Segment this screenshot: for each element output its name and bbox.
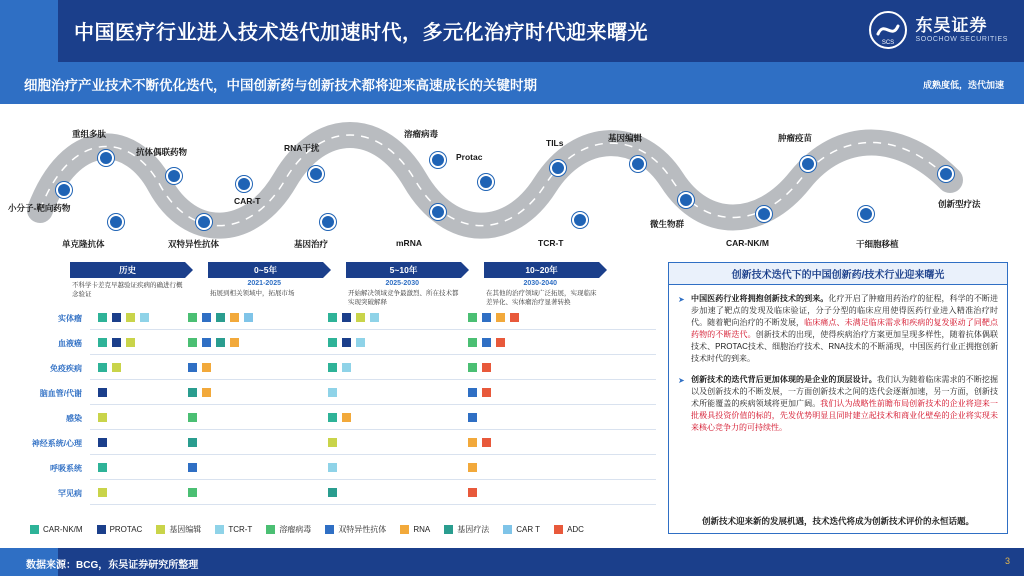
- matrix-cell: [342, 363, 351, 372]
- roadmap-pin-icon: [196, 214, 212, 230]
- roadmap-pin-icon: [678, 192, 694, 208]
- page-title: 中国医疗行业进入技术迭代加速时代，多元化治疗时代迎来曙光: [74, 22, 648, 44]
- matrix-cell: [328, 463, 337, 472]
- matrix-cell: [342, 338, 351, 347]
- phase-description: 不科学卡差克早越验证疾病的确进行概念验证: [72, 282, 183, 298]
- legend-item: [156, 524, 201, 535]
- legend-label: 基因疗法: [457, 524, 490, 534]
- brand-name-cn: 东吴证券: [915, 15, 988, 35]
- legend-swatch-icon: [30, 525, 39, 534]
- matrix-cell: [328, 313, 337, 322]
- roadmap-pin-icon: [108, 214, 124, 230]
- matrix-cell: [328, 338, 337, 347]
- phase-banner: 0~5年: [208, 262, 323, 278]
- roadmap-pin-icon: [938, 166, 954, 182]
- phase-banner: 历史: [70, 262, 185, 278]
- matrix-cell: [356, 313, 365, 322]
- matrix-cell: [98, 438, 107, 447]
- roadmap-node-label: 单克隆抗体: [62, 239, 105, 249]
- roadmap-pin-icon: [320, 214, 336, 230]
- legend-label: 溶瘤病毒: [279, 524, 312, 534]
- phase-subtitle: 2025-2030: [385, 280, 419, 287]
- matrix-cell: [482, 438, 491, 447]
- bullet-1-lead: 中国医药行业将拥抱创新技术的到来。: [691, 294, 829, 303]
- matrix-cell: [468, 388, 477, 397]
- roadmap-pin-icon: [430, 152, 446, 168]
- matrix-cell: [468, 363, 477, 372]
- phase-banner: 10~20年: [484, 262, 599, 278]
- matrix-row-divider: [90, 479, 656, 480]
- legend-swatch-icon: [156, 525, 165, 534]
- roadmap-pin-icon: [572, 212, 588, 228]
- roadmap-node-label: 基因编辑: [608, 133, 643, 143]
- matrix-cell: [328, 388, 337, 397]
- matrix-cell: [328, 488, 337, 497]
- matrix-cell: [202, 313, 211, 322]
- matrix-cell: [216, 313, 225, 322]
- legend-item: [97, 525, 143, 534]
- matrix-cell: [188, 488, 197, 497]
- roadmap-pin-icon: [430, 204, 446, 220]
- roadmap-node-label: 肿瘤疫苗: [778, 133, 813, 143]
- technology-roadmap: [0, 110, 1024, 260]
- roadmap-pin-icon: [236, 176, 252, 192]
- legend-swatch-icon: [215, 525, 224, 534]
- insight-panel: [668, 262, 1008, 534]
- legend-label: 双特异性抗体: [338, 524, 387, 534]
- matrix-row-divider: [90, 404, 656, 405]
- matrix-row-label: 感染: [66, 414, 82, 423]
- insight-bullet-1: [678, 293, 998, 365]
- bullet-2-body: 我们认为随着临床需求的不断挖掘以及创新技术的不断发展，一方面创新技术之间的迭代会逐渐加速，另一方面，创新技术所能覆盖的疾病领域将更加广阔。: [691, 375, 999, 408]
- roadmap-node-label: 重组多肽: [72, 129, 107, 139]
- matrix-cell: [482, 313, 491, 322]
- matrix-cell: [328, 363, 337, 372]
- matrix-cell: [188, 313, 197, 322]
- matrix-cell: [370, 313, 379, 322]
- legend-swatch-icon: [400, 525, 409, 534]
- matrix-cell: [468, 413, 477, 422]
- matrix-row-label: 神经系统/心理: [31, 439, 82, 448]
- page-number: 3: [1004, 556, 1010, 566]
- legend-item: [215, 525, 252, 534]
- legend-item: [325, 524, 386, 535]
- matrix-cell: [468, 338, 477, 347]
- roadmap-node-label: 溶瘤病毒: [404, 129, 439, 139]
- matrix-cell: [98, 338, 107, 347]
- matrix-cell: [468, 488, 477, 497]
- roadmap-node-label: mRNA: [396, 238, 422, 248]
- data-source-text: 数据来源：BCG，东吴证券研究所整理: [26, 560, 199, 571]
- roadmap-pin-icon: [800, 156, 816, 172]
- svg-text:SCS: SCS: [881, 40, 894, 46]
- matrix-cell: [126, 338, 135, 347]
- legend-swatch-icon: [444, 525, 453, 534]
- bullet-2-lead: 创新技术的迭代背后更加体现的是企业的顶层设计。: [691, 375, 877, 384]
- phase-description: 拓展到相关领域中，拓展市场: [210, 290, 295, 297]
- roadmap-node-label: 小分子-靶向药物: [8, 203, 71, 213]
- legend-swatch-icon: [97, 525, 106, 534]
- subheader-note: 成熟度低，迭代加速: [922, 80, 1004, 90]
- legend-item: [400, 525, 430, 534]
- bullet-2-highlight: 我们认为战略性前瞻布局创新技术的企业将迎来一批极具投资价值的标的，先发优势明显且同时建立起技术和商业化壁垒的企业将实现未来核心竞争力的可持续性。: [691, 399, 998, 432]
- soochow-logo-icon: [868, 10, 908, 50]
- matrix-cell: [140, 313, 149, 322]
- roadmap-node-label: CAR-T: [234, 196, 261, 206]
- matrix-cell: [98, 363, 107, 372]
- roadmap-node-label: RNA干扰: [284, 143, 320, 153]
- legend-item: [266, 524, 311, 535]
- matrix-cell: [126, 313, 135, 322]
- legend-label: RNA: [413, 524, 431, 534]
- matrix-row-divider: [90, 354, 656, 355]
- roadmap-pin-icon: [756, 206, 772, 222]
- brand-logo-group: [868, 10, 1008, 50]
- matrix-cell: [482, 363, 491, 372]
- matrix-cell: [356, 338, 365, 347]
- roadmap-pin-icon: [478, 174, 494, 190]
- roadmap-pin-icon: [166, 168, 182, 184]
- legend-label: PROTAC: [109, 524, 143, 534]
- legend-item: [554, 525, 584, 534]
- matrix-cell: [468, 463, 477, 472]
- matrix-row-label: 实体瘤: [58, 314, 82, 323]
- phase-description: 在其他的治疗领域广泛拓展，实现临床差异化、实体瘤治疗显著转换: [486, 290, 597, 306]
- legend-label: 基因编辑: [169, 524, 202, 534]
- roadmap-node-label: Protac: [456, 152, 483, 162]
- therapy-area-matrix: [12, 305, 662, 520]
- roadmap-node-label: 创新型疗法: [938, 199, 981, 209]
- legend-swatch-icon: [325, 525, 334, 534]
- bullet-arrow-icon: ➤: [678, 295, 685, 304]
- matrix-cell: [342, 413, 351, 422]
- matrix-row-label: 血液癌: [58, 339, 82, 348]
- legend-swatch-icon: [266, 525, 275, 534]
- roadmap-pin-icon: [308, 166, 324, 182]
- roadmap-pin-icon: [56, 182, 72, 198]
- legend-label: CAR-NK/M: [43, 524, 83, 534]
- roadmap-node-label: TILs: [546, 138, 564, 148]
- legend-label: ADC: [567, 524, 584, 534]
- matrix-cell: [188, 463, 197, 472]
- matrix-cell: [188, 438, 197, 447]
- legend-item: [503, 525, 540, 534]
- insight-bullet-2: [678, 374, 998, 434]
- matrix-cell: [202, 338, 211, 347]
- slide-header: [0, 0, 1024, 62]
- matrix-cell: [216, 338, 225, 347]
- roadmap-pin-icon: [98, 150, 114, 166]
- matrix-cell: [468, 313, 477, 322]
- matrix-row-label: 呼吸系统: [50, 464, 82, 473]
- phase-description: 开始解决领域竞争最激烈、所在技术都实现突破解释: [348, 290, 459, 306]
- matrix-row-divider: [90, 329, 656, 330]
- matrix-cell: [98, 463, 107, 472]
- roadmap-node-label: 基因治疗: [294, 239, 329, 249]
- insight-panel-title: 创新技术迭代下的中国创新药/技术行业迎来曙光: [669, 263, 1007, 285]
- matrix-cell: [98, 488, 107, 497]
- legend-swatch-icon: [554, 525, 563, 534]
- roadmap-node-label: TCR-T: [538, 238, 564, 248]
- matrix-cell: [230, 338, 239, 347]
- matrix-cell: [112, 363, 121, 372]
- roadmap-node-label: 干细胞移植: [856, 239, 899, 249]
- matrix-row-label: 免疫疾病: [50, 364, 82, 373]
- matrix-cell: [328, 413, 337, 422]
- matrix-cell: [188, 388, 197, 397]
- phase-banner: 5~10年: [346, 262, 461, 278]
- bullet-1-body: 化疗开启了肿瘤用药治疗的征程，科学的不断进步加速了靶点的发现及临床验证，分子分型的临床应用使得医药行业进入精准治疗时代。随着靶向治疗的不断发展，: [691, 294, 999, 327]
- phase-subtitle: 2021-2025: [247, 280, 281, 287]
- matrix-row-label: 罕见病: [58, 489, 82, 498]
- roadmap-node-label: 微生物群: [650, 219, 685, 229]
- roadmap-pin-icon: [858, 206, 874, 222]
- roadmap-pin-icon: [630, 156, 646, 172]
- matrix-cell: [496, 338, 505, 347]
- matrix-row-divider: [90, 454, 656, 455]
- matrix-row-divider: [90, 504, 656, 505]
- legend-item: [30, 525, 83, 534]
- matrix-cell: [98, 313, 107, 322]
- insight-panel-footer: 创新技术迎来新的发展机遇，技术迭代将成为创新技术评价的永恒话题。: [701, 516, 974, 526]
- matrix-cell: [468, 438, 477, 447]
- matrix-cell: [342, 313, 351, 322]
- matrix-cell: [188, 338, 197, 347]
- header-accent-bar: [0, 0, 58, 62]
- matrix-cell: [482, 338, 491, 347]
- phase-subtitle: 2030-2040: [523, 280, 557, 287]
- roadmap-pin-icon: [550, 160, 566, 176]
- matrix-cell: [482, 388, 491, 397]
- matrix-row-label: 脑血管/代谢: [39, 389, 82, 398]
- matrix-cell: [188, 413, 197, 422]
- matrix-cell: [328, 438, 337, 447]
- matrix-cell: [202, 363, 211, 372]
- matrix-cell: [112, 313, 121, 322]
- matrix-cell: [510, 313, 519, 322]
- legend-label: TCR-T: [228, 524, 253, 534]
- subheader-title: 细胞治疗产业技术不断优化迭代，中国创新药与创新技术都将迎来高速成长的关键时期: [24, 78, 537, 93]
- roadmap-node-label: CAR-NK/M: [726, 238, 769, 248]
- matrix-legend: [30, 520, 660, 538]
- legend-item: [444, 524, 489, 535]
- matrix-cell: [98, 413, 107, 422]
- matrix-cell: [244, 313, 253, 322]
- matrix-cell: [112, 338, 121, 347]
- bullet-1-tail: 创新技术的出现，使得疾病治疗方案更加呈现多样性，随着抗体偶联技术、PROTAC技术、细胞治疗技术、RNA技术的不断涌现，中国医药行业正拥抱创新技术时代的到来。: [691, 330, 999, 363]
- roadmap-node-label: 抗体偶联药物: [136, 147, 188, 157]
- slide-footer: [0, 548, 1024, 576]
- brand-name-en: SOOCHOW SECURITIES: [915, 35, 1008, 43]
- matrix-row-divider: [90, 379, 656, 380]
- matrix-cell: [230, 313, 239, 322]
- legend-swatch-icon: [503, 525, 512, 534]
- roadmap-node-label: 双特异性抗体: [168, 239, 220, 249]
- matrix-row-divider: [90, 429, 656, 430]
- matrix-cell: [496, 313, 505, 322]
- bullet-1-highlight: 临床痛点、未满足临床需求和疾病的复发驱动了同靶点药物的不断迭代。: [691, 318, 999, 339]
- matrix-cell: [202, 388, 211, 397]
- bullet-arrow-icon-2: ➤: [678, 376, 685, 385]
- matrix-cell: [188, 363, 197, 372]
- legend-label: CAR T: [516, 524, 541, 534]
- subheader-bar: [0, 62, 1024, 104]
- matrix-cell: [98, 388, 107, 397]
